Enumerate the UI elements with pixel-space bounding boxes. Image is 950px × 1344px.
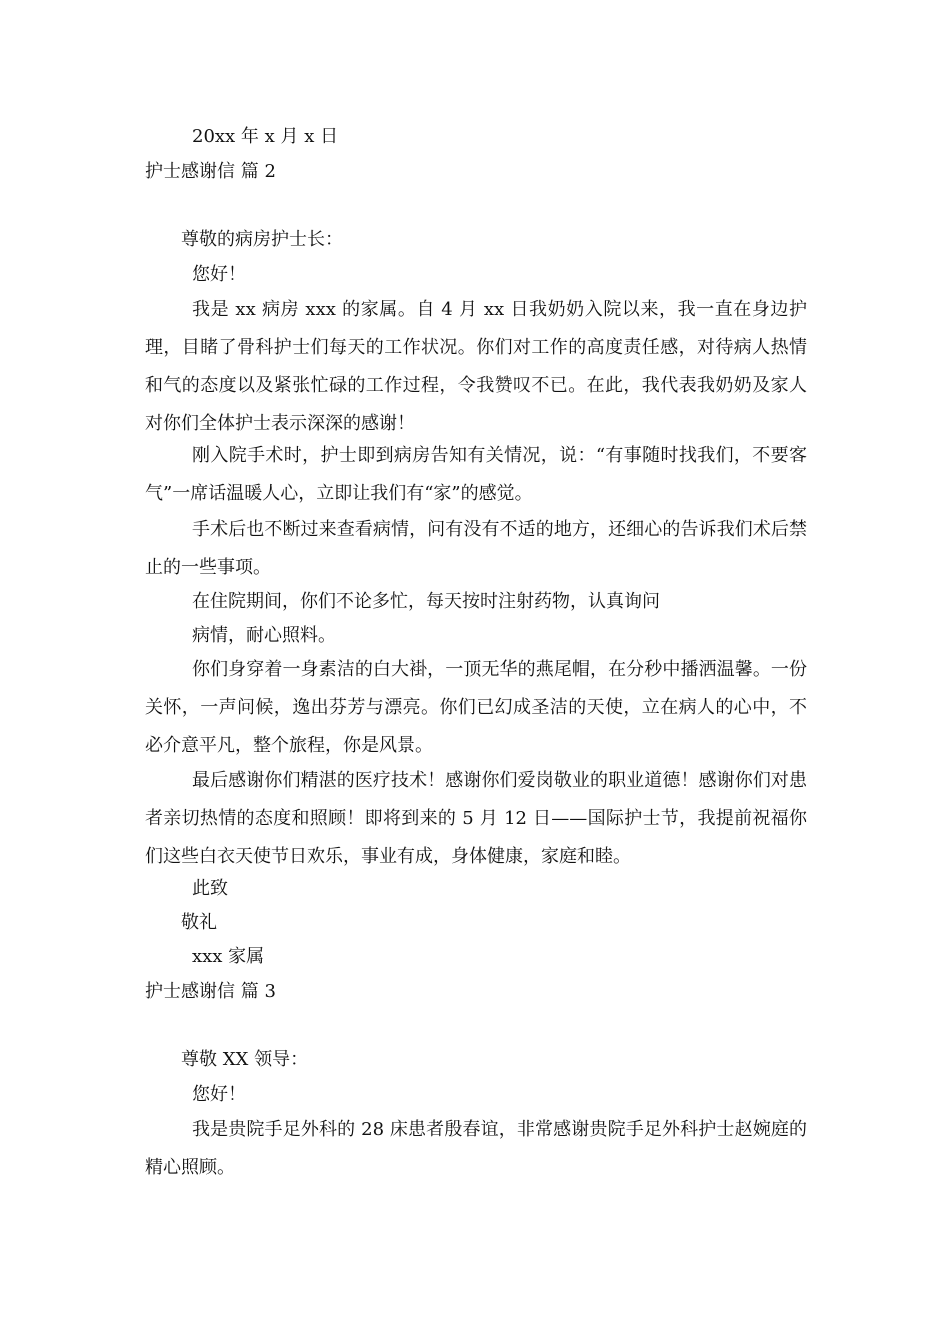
signature: xxx 家属 — [192, 946, 265, 967]
body-paragraph: 我是 xx 病房 xxx 的家属。自 4 月 xx 日我奶奶入院以来，我一直在身边护理，目睹了骨科护士们每天的工作状况。你们对工作的高度责任感，对待病人热情和气的态度以及紧张忙碌的工作过程，令我赞叹不已。在此，我代表我奶奶及家人对你们全体护士表示深深的感谢！ — [145, 299, 807, 434]
greeting-2: 您好！ — [192, 264, 246, 285]
letter-date: 20xx 年 x 月 x 日 — [192, 126, 339, 147]
body-paragraph: 刚入院手术时，护士即到病房告知有关情况，说：“有事随时找我们，不要客气”一席话温暖人心，立即让我们有“家”的感觉。 — [145, 445, 807, 504]
letter-heading-2: 护士感谢信 篇 2 — [145, 161, 276, 182]
body-line: 在住院期间，你们不论多忙，每天按时注射药物，认真询问 — [192, 591, 660, 612]
body-paragraph: 手术后也不断过来查看病情，问有没有不适的地方，还细心的告诉我们术后禁止的一些事项。 — [145, 519, 807, 578]
salutation-2: 尊敬的病房护士长： — [181, 229, 343, 250]
body-paragraph: 我是贵院手足外科的 28 床患者殷春谊，非常感谢贵院手足外科护士赵婉庭的精心照顾。 — [145, 1119, 807, 1178]
greeting-3: 您好！ — [192, 1084, 246, 1105]
body-paragraph: 你们身穿着一身素洁的白大褂，一顶无华的燕尾帽，在分秒中播洒温馨。一份关怀，一声问候，逸出芬芳与漂亮。你们已幻成圣洁的天使，立在病人的心中，不必介意平凡，整个旅程，你是风景。 — [145, 659, 807, 756]
letter-heading-3: 护士感谢信 篇 3 — [145, 981, 276, 1002]
salutation-3: 尊敬 XX 领导： — [181, 1049, 309, 1070]
closing-line-1: 此致 — [192, 878, 228, 899]
body-line: 病情，耐心照料。 — [192, 625, 336, 646]
body-paragraph: 最后感谢你们精湛的医疗技术！感谢你们爱岗敬业的职业道德！感谢你们对患者亲切热情的态度和照顾！即将到来的 5 月 12 日——国际护士节，我提前祝福你们这些白衣天使节日欢乐，事业有成，身体健康，家庭和睦。 — [145, 770, 807, 867]
closing-line-2: 敬礼 — [181, 912, 217, 933]
